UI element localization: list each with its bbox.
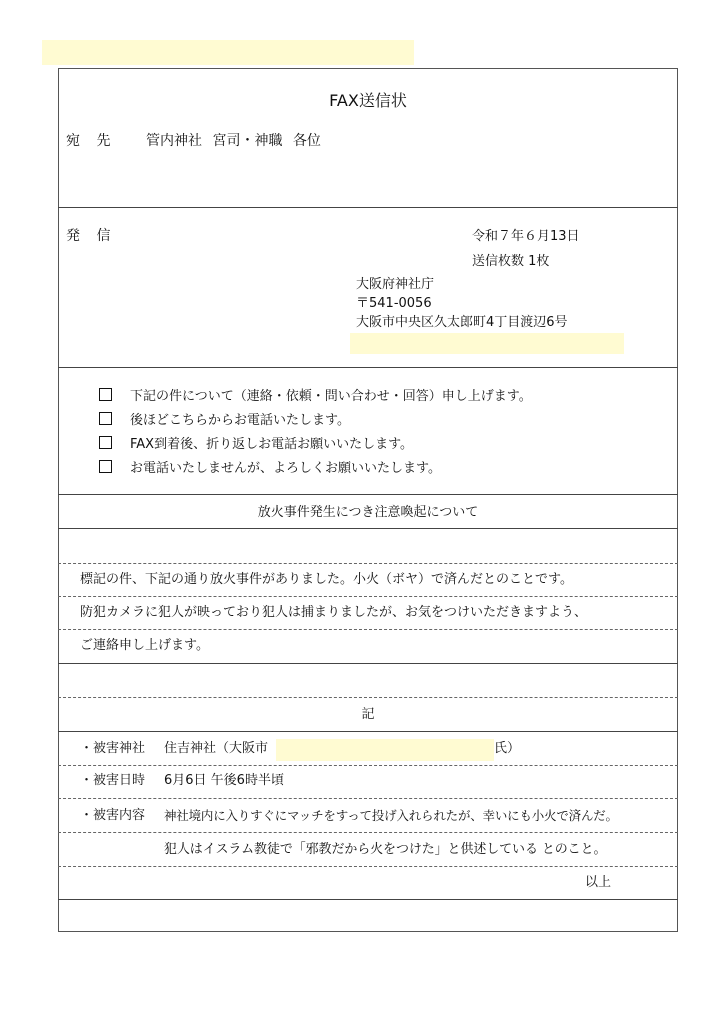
sender-address: 大阪市中央区久太郎町4丁目渡辺6号	[356, 315, 568, 330]
rule-line-10	[58, 866, 678, 867]
content-value-2: 犯人はイスラム教徒で「邪教だから火をつけた」と供述している とのこと。	[164, 842, 607, 857]
body-line-2: 防犯カメラに犯人が映っており犯人は捕まりましたが、お気をつけいただきますよう、	[80, 605, 588, 620]
rule-line-8	[58, 798, 678, 799]
recipient-value: 管内神社 宮司・神職 各位	[146, 133, 321, 149]
rule-line-11	[58, 899, 678, 900]
rule-line-9	[58, 832, 678, 833]
shrine-suffix: 氏）	[494, 741, 521, 756]
option-label-2: 後ほどこちらからお電話いたします。	[130, 413, 350, 428]
option-label-4: お電話いたしませんが、よろしくお願いいたします。	[130, 461, 441, 476]
body-line-1: 標記の件、下記の通り放火事件がありました。小火（ボヤ）で済んだとのことです。	[80, 572, 573, 587]
date-value: 6月6日 午後6時半頃	[164, 773, 284, 788]
content-label: ・被害内容	[80, 808, 146, 823]
subject-line: 放火事件発生につき注意喚起について	[257, 505, 479, 520]
divider-after-subject	[58, 528, 678, 529]
rule-line-5	[58, 697, 678, 698]
rule-line-3	[58, 629, 678, 630]
divider-after-sender	[58, 367, 678, 368]
rule-line-4	[58, 663, 678, 664]
date-label: ・被害日時	[80, 773, 146, 788]
option-checkbox-4[interactable]	[99, 460, 112, 473]
divider-after-options	[58, 494, 678, 495]
closing-text: 以上	[585, 875, 612, 890]
ki-heading: 記	[361, 707, 375, 722]
option-label-3: FAX到着後、折り返しお電話お願いいたします。	[130, 437, 414, 452]
redacted-highlight-top	[42, 40, 414, 65]
body-line-3: ご連絡申し上げます。	[80, 638, 209, 653]
option-label-1: 下記の件について（連絡・依頼・問い合わせ・回答）申し上げます。	[130, 389, 532, 404]
rule-line-1	[58, 563, 678, 564]
send-date: 令和７年６月13日	[472, 229, 580, 244]
fax-cover-frame	[58, 68, 678, 932]
rule-line-7	[58, 765, 678, 766]
sender-org: 大阪府神社庁	[356, 277, 435, 292]
rule-line-2	[58, 596, 678, 597]
page-title: FAX送信状	[329, 91, 407, 110]
sender-postal: 〒541-0056	[356, 296, 432, 311]
shrine-label: ・被害神社	[80, 741, 146, 756]
option-checkbox-2[interactable]	[99, 412, 112, 425]
page-count: 送信枚数 1枚	[472, 254, 550, 269]
shrine-value: 住吉神社（大阪市	[164, 741, 269, 756]
divider-after-recipient	[58, 207, 678, 208]
rule-line-6	[58, 731, 678, 732]
option-checkbox-1[interactable]	[99, 388, 112, 401]
recipient-label: 宛 先	[66, 133, 117, 149]
option-checkbox-3[interactable]	[99, 436, 112, 449]
content-value: 神社境内に入りすぐにマッチをすって投げ入れられたが、幸いにも小火で済んだ。	[164, 808, 618, 823]
sender-label: 発 信	[66, 228, 117, 244]
